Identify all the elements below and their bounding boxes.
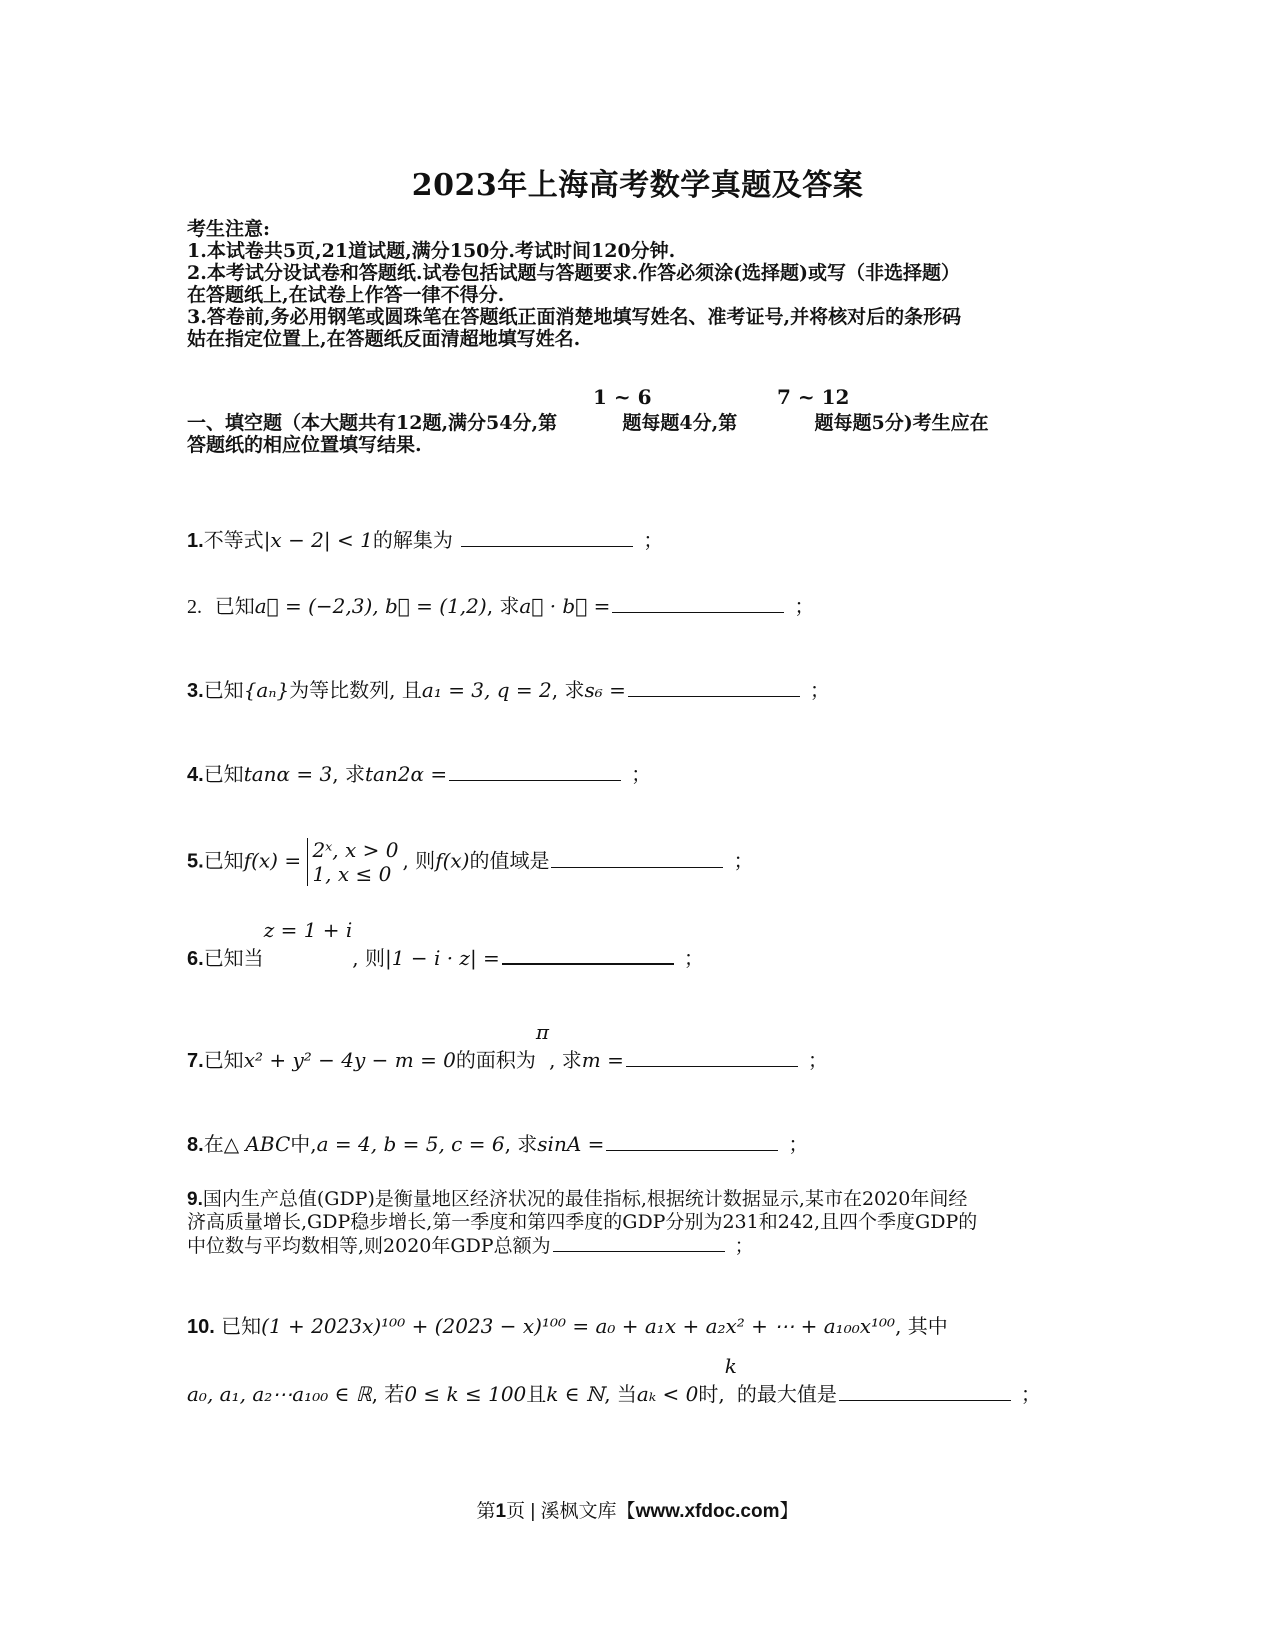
section-range-1: 1 ~ 6 bbox=[593, 385, 652, 409]
question-text: 为等比数列, 且 bbox=[289, 678, 422, 702]
question-end: ； bbox=[733, 848, 754, 873]
question-text: , 求 bbox=[549, 1048, 582, 1072]
piecewise-cases bbox=[307, 838, 398, 886]
question-text: 不等式 bbox=[203, 528, 264, 552]
math-expression: a⃗ · b⃗ = bbox=[519, 594, 611, 618]
answer-blank[interactable] bbox=[612, 594, 784, 613]
question-text: 且 bbox=[526, 1382, 547, 1406]
section-heading-part: 一、填空题（本大题共有12题,满分54分,第 bbox=[187, 412, 558, 434]
question-text: 在 bbox=[203, 1132, 224, 1156]
question-text: , 其中 bbox=[895, 1314, 948, 1338]
math-expression: x² + y² − 4y − m = 0 bbox=[243, 1048, 456, 1072]
math-expression: |1 − i · z| = bbox=[385, 946, 500, 970]
question-text: 的值域是 bbox=[469, 848, 550, 873]
question-3 bbox=[187, 674, 830, 703]
question-text: 时, bbox=[698, 1382, 725, 1406]
question-text: 已知 bbox=[221, 1314, 262, 1338]
question-number: 2. bbox=[187, 596, 202, 618]
question-number: 3. bbox=[187, 680, 204, 702]
question-number: 7. bbox=[187, 1050, 204, 1072]
notice-heading: 考生注意: bbox=[187, 218, 271, 240]
question-text: 的最大值是 bbox=[736, 1382, 837, 1406]
question-end: ； bbox=[788, 1132, 809, 1156]
question-2 bbox=[187, 590, 814, 619]
math-expression: a₀, a₁, a₂⋯a₁₀₀ ∈ ℝ bbox=[187, 1382, 372, 1406]
question-1 bbox=[187, 524, 663, 553]
question-end: ； bbox=[643, 528, 664, 552]
question-text: 国内生产总值(GDP)是衡量地区经济状况的最佳指标,根据统计数据显示,某市在2020年间经 bbox=[202, 1188, 968, 1210]
question-number: 1. bbox=[187, 530, 204, 552]
question-7 bbox=[187, 1020, 828, 1073]
question-end: ； bbox=[734, 1235, 754, 1257]
question-text: , 求 bbox=[504, 1132, 538, 1156]
question-text: 的解集为 bbox=[372, 528, 453, 552]
footer-text: 第 bbox=[476, 1501, 496, 1522]
math-expression: a₁ = 3, q = 2 bbox=[421, 678, 552, 702]
question-4 bbox=[187, 758, 651, 787]
math-expression: △ ABC bbox=[223, 1132, 291, 1156]
math-expression: tan2α = bbox=[364, 762, 448, 786]
notice-line: 姑在指定位置上,在答题纸反面清超地填写姓名. bbox=[187, 328, 581, 350]
question-text: 济高质量增长,GDP稳步增长,第一季度和第四季度的GDP分别为231和242,且四个季度GDP的 bbox=[187, 1211, 978, 1233]
footer-text: 页 | 溪枫文库【 bbox=[506, 1501, 636, 1522]
question-end: ； bbox=[683, 946, 704, 970]
question-text: 的面积为 bbox=[455, 1048, 536, 1072]
question-number: 4. bbox=[187, 764, 204, 786]
question-number: 9. bbox=[187, 1189, 203, 1210]
question-text: , 求 bbox=[332, 762, 365, 786]
question-text: , 则 bbox=[402, 848, 436, 873]
section-range-2: 7 ~ 12 bbox=[777, 385, 850, 409]
page-footer bbox=[0, 1496, 1275, 1523]
question-text: 已知 bbox=[203, 848, 244, 873]
notice-line: 在答题纸上,在试卷上作答一律不得分. bbox=[187, 284, 505, 306]
answer-blank[interactable] bbox=[461, 528, 633, 547]
question-10-cont bbox=[187, 1354, 1041, 1407]
question-text: 已知 bbox=[214, 594, 255, 618]
question-text: , 则 bbox=[352, 946, 386, 970]
section-heading-part: 答题纸的相应位置填写结果. bbox=[187, 434, 422, 456]
question-end: ； bbox=[1020, 1382, 1041, 1406]
question-9 bbox=[187, 1188, 1087, 1257]
math-expression: z = 1 + i bbox=[263, 918, 353, 942]
section-fill-in-blank bbox=[187, 385, 1087, 456]
math-expression: (1 + 2023x)¹⁰⁰ + (2023 − x)¹⁰⁰ = a₀ + a₁x + a₂x² + ⋯ + a₁₀₀x¹⁰⁰ bbox=[261, 1314, 896, 1338]
math-expression: a = 4, b = 5, c = 6 bbox=[316, 1132, 505, 1156]
footer-text: 】 bbox=[779, 1501, 799, 1522]
notice-line: 3.答卷前,务必用钢笔或圆珠笔在答题纸正面消楚地填写姓名、准考证号,并将核对后的条形码 bbox=[187, 306, 962, 328]
math-expression: s₆ = bbox=[584, 678, 626, 702]
math-expression: k bbox=[724, 1354, 737, 1378]
question-text: , 求 bbox=[486, 594, 520, 618]
math-expression: m = bbox=[581, 1048, 624, 1072]
math-expression: sinA = bbox=[537, 1132, 605, 1156]
question-text: 已知 bbox=[203, 1048, 244, 1072]
math-expression: a⃗ = (−2,3), b⃗ = (1,2) bbox=[254, 594, 487, 618]
question-number: 6. bbox=[187, 948, 204, 970]
question-text: , 求 bbox=[551, 678, 585, 702]
question-end: ； bbox=[631, 762, 652, 786]
math-expression: f(x) = bbox=[243, 848, 302, 873]
question-end: ； bbox=[807, 1048, 828, 1072]
answer-blank[interactable] bbox=[606, 1132, 778, 1151]
math-expression: 0 ≤ k ≤ 100 bbox=[404, 1382, 527, 1406]
question-text: , 若 bbox=[371, 1382, 405, 1406]
case-line: 1, x ≤ 0 bbox=[312, 862, 392, 886]
question-number: 10. bbox=[187, 1316, 215, 1338]
answer-blank[interactable] bbox=[551, 849, 723, 868]
page-title: 2023年上海高考数学真题及答案 bbox=[411, 168, 864, 203]
question-text: 中, bbox=[290, 1132, 317, 1156]
question-number: 5. bbox=[187, 850, 204, 873]
math-expression: k ∈ ℕ bbox=[546, 1382, 605, 1406]
question-6 bbox=[187, 918, 704, 971]
math-expression: {aₙ} bbox=[243, 678, 290, 702]
math-expression: aₖ < 0 bbox=[636, 1382, 699, 1406]
question-end: ； bbox=[809, 678, 830, 702]
answer-blank[interactable] bbox=[839, 1382, 1011, 1401]
math-expression: |x − 2| < 1 bbox=[263, 528, 373, 552]
answer-blank[interactable] bbox=[449, 762, 621, 781]
question-text: 已知当 bbox=[203, 946, 264, 970]
math-expression: f(x) bbox=[435, 848, 470, 873]
question-end: ； bbox=[794, 594, 815, 618]
math-expression: tanα = 3 bbox=[243, 762, 333, 786]
answer-blank[interactable] bbox=[553, 1233, 725, 1252]
question-8 bbox=[187, 1128, 808, 1157]
page-number: 1 bbox=[495, 1501, 507, 1522]
answer-blank[interactable] bbox=[628, 678, 800, 697]
notice-line: 1.本试卷共5页,21道试题,满分150分.考试时间120分钟. bbox=[187, 240, 676, 262]
question-10 bbox=[187, 1310, 948, 1339]
question-text: 已知 bbox=[203, 678, 244, 702]
question-text: 中位数与平均数相等,则2020年GDP总额为 bbox=[187, 1235, 551, 1257]
section-heading-part: 题每题5分)考生应在 bbox=[814, 412, 989, 434]
case-line: 2ˣ, x > 0 bbox=[312, 838, 399, 862]
notice-line: 2.本考试分设试卷和答题纸.试卷包括试题与答题要求.作答必须涂(选择题)或写（非选择题） bbox=[187, 262, 961, 284]
exam-notice bbox=[187, 218, 1087, 350]
question-5 bbox=[187, 838, 753, 886]
answer-blank[interactable] bbox=[626, 1048, 798, 1067]
footer-link[interactable]: www.xfdoc.com bbox=[635, 1501, 780, 1522]
math-expression: π bbox=[535, 1020, 550, 1044]
question-text: , 当 bbox=[604, 1382, 637, 1406]
question-text: 已知 bbox=[203, 762, 244, 786]
answer-blank[interactable] bbox=[502, 945, 674, 965]
section-heading-part: 题每题4分,第 bbox=[622, 412, 738, 434]
question-number: 8. bbox=[187, 1134, 204, 1156]
